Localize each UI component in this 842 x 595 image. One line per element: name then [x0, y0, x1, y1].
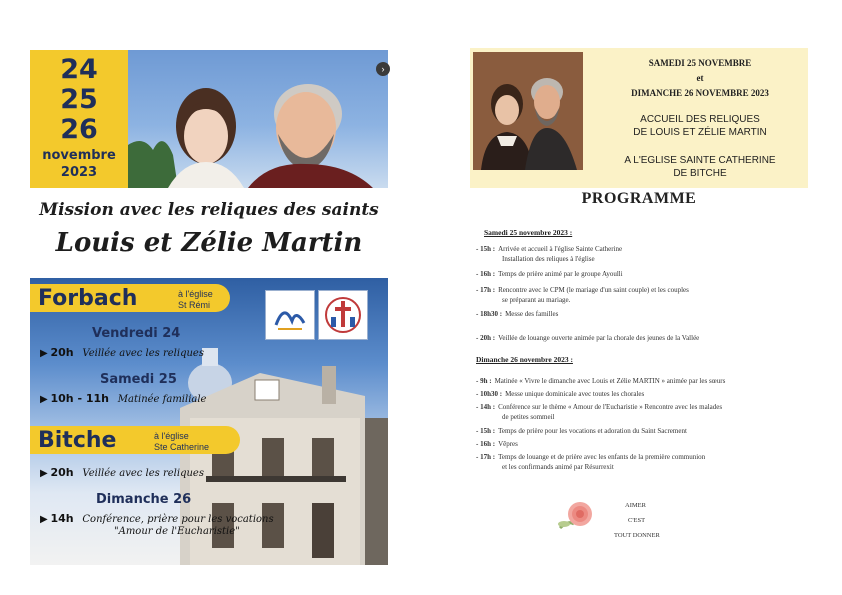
bitche-church-line1: à l'église	[154, 431, 189, 441]
schedule-line: - 20h : Veillée de louange ouverte animée par la chorale des jeunes de la Vallée	[476, 334, 700, 342]
schedule-line: - 9h : Matinée « Vivre le dimanche avec Louis et Zélie MARTIN » animée par les sœurs	[476, 377, 726, 385]
play-icon: ▶	[40, 514, 48, 525]
parish-logo	[318, 290, 368, 340]
schedule-line-cont: et les confirmands animé par Résurrexit	[502, 463, 614, 471]
flyer-header-line2: et	[696, 73, 704, 83]
forbach-event1	[40, 346, 204, 359]
forbach-event2-time: 10h - 11h	[50, 392, 109, 405]
forbach-church-line2: St Rémi	[178, 300, 211, 310]
play-icon: ▶	[40, 394, 48, 405]
closing-line2: C'EST	[628, 517, 646, 524]
bitche-event1	[40, 466, 204, 479]
schedule-line: - 17h : Temps de louange et de prière avec les enfants de la première communion	[476, 453, 706, 461]
flyer-sub-line3: A L'EGLISE SAINTE CATHERINE	[624, 155, 776, 166]
date-26: 26	[60, 114, 98, 145]
schedule-line: - 18h30 : Messe des familles	[476, 310, 559, 318]
bitche-event2	[40, 512, 274, 525]
forbach-event1-text: Veillée avec les reliques	[82, 348, 204, 359]
forbach-event2-text: Matinée familiale	[117, 394, 207, 405]
forbach-day1: Vendredi 24	[92, 326, 181, 341]
schedule-line: - 14h : Conférence sur le thème « Amour de l'Eucharistie » Rencontre avec les malades	[476, 403, 723, 411]
schedule-line: - 15h : Temps de prière pour les vocations et adoration du Saint Sacrement	[476, 427, 687, 435]
bitche-city: Bitche	[38, 428, 117, 453]
date-24: 24	[60, 54, 98, 85]
programme-title: PROGRAMME	[581, 190, 697, 207]
bitche-event2-subtitle: "Amour de l'Eucharistie"	[114, 526, 240, 537]
flyer-sub-line2: DE LOUIS ET ZÉLIE MARTIN	[633, 127, 767, 138]
bitche-event2-time: 14h	[50, 512, 74, 525]
bitche-event1-text: Veillée avec les reliques	[82, 468, 204, 479]
bitche-event1-time: 20h	[50, 466, 74, 479]
date-25: 25	[60, 84, 98, 115]
date-block	[30, 50, 128, 188]
date-month: novembre	[42, 148, 116, 163]
flyer-sub-line4: DE BITCHE	[673, 168, 727, 179]
forbach-church-line1: à l'église	[178, 289, 213, 299]
schedule-line-cont: de petites sommeil	[502, 413, 555, 421]
closing-line1: AIMER	[625, 502, 646, 509]
forbach-city: Forbach	[38, 286, 138, 311]
bitche-church-line2: Ste Catherine	[154, 442, 210, 452]
sunday-heading: Dimanche 26 novembre 2023 :	[476, 355, 573, 364]
forbach-event2	[40, 392, 206, 405]
flyer-sub-line1: ACCUEIL DES RELIQUES	[640, 114, 760, 125]
schedule-line: - 15h : Arrivée et accueil à l'église Sainte Catherine	[476, 245, 623, 253]
schedule-line: - 16h : Vêpres	[476, 440, 518, 448]
flyer-header-line1: SAMEDI 25 NOVEMBRE	[648, 58, 752, 68]
play-icon: ▶	[40, 468, 48, 479]
saints-portrait-painting	[128, 50, 388, 188]
forbach-event1-time: 20h	[50, 346, 74, 359]
community-logo	[265, 290, 315, 340]
date-year: 2023	[60, 165, 98, 180]
chevron-right-icon: ›	[376, 62, 390, 76]
saints-names-title: Louis et Zélie Martin	[55, 228, 363, 258]
flyer-header-line3: DIMANCHE 26 NOVEMBRE 2023	[631, 88, 769, 98]
bitche-day: Dimanche 26	[96, 492, 192, 507]
saturday-heading: Samedi 25 novembre 2023 :	[484, 228, 573, 237]
bitche-event2-text: Conférence, prière pour les vocations	[82, 514, 274, 525]
schedule-line: - 17h : Rencontre avec le CPM (le mariage d'un saint couple) et les couples	[476, 286, 689, 294]
forbach-day2: Samedi 25	[100, 372, 177, 387]
mission-title: Mission avec les reliques des saints	[39, 200, 379, 220]
schedule-line-cont: Installation des reliques à l'église	[502, 255, 595, 263]
closing-line3: TOUT DONNER	[614, 532, 660, 539]
schedule-line: - 10h30 : Messe unique dominicale avec toutes les chorales	[476, 390, 645, 398]
schedule-line: - 16h : Temps de prière animé par le groupe Ayoulli	[476, 270, 623, 278]
schedule-line-cont: se préparant au mariage.	[502, 296, 571, 304]
rose-icon	[554, 494, 598, 534]
saints-photo	[473, 52, 583, 170]
play-icon: ▶	[40, 348, 48, 359]
church-photo-background	[30, 278, 388, 565]
